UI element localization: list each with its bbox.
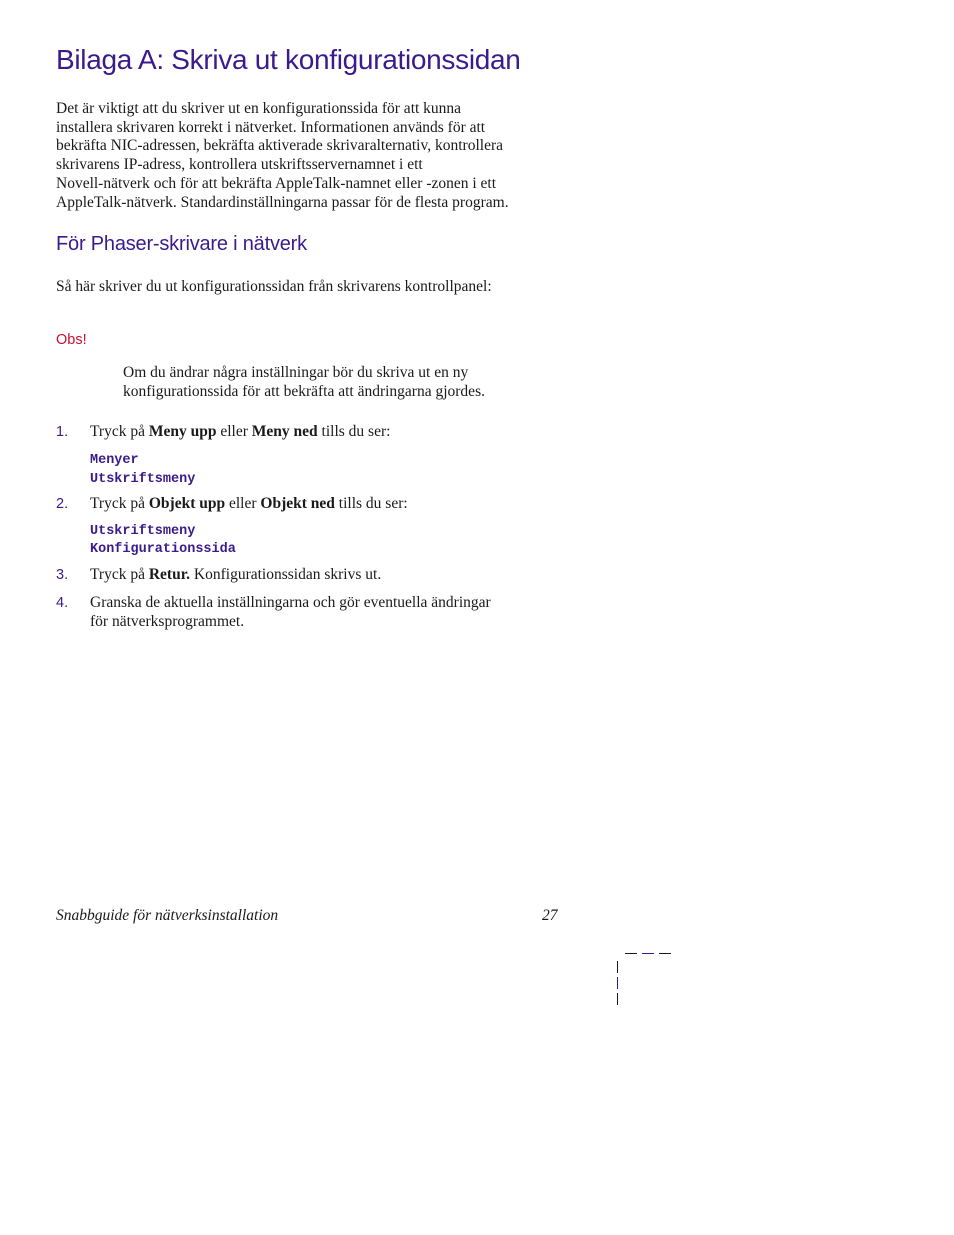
note-text bbox=[123, 364, 485, 401]
step-number: 4. bbox=[56, 595, 69, 611]
intro-line: bekräfta NIC-adressen, bekräfta aktiverade skrivaralternativ, kontrollera bbox=[56, 137, 503, 155]
intro-line: skrivarens IP-adress, kontrollera utskriftsservernamnet i ett bbox=[56, 156, 423, 174]
note-label: Obs! bbox=[56, 332, 87, 348]
page-title: Bilaga A: Skriva ut konfigurationssidan bbox=[56, 44, 521, 75]
step-text: Tryck på Retur. Konfigurationssidan skrivs ut. bbox=[90, 566, 382, 583]
page-number: 27 bbox=[542, 907, 558, 924]
step-number: 3. bbox=[56, 567, 69, 583]
step-text: Granska de aktuella inställningarna och gör eventuella ändringar bbox=[90, 594, 491, 611]
crop-mark bbox=[659, 953, 671, 954]
footer-title: Snabbguide för nätverksinstallation bbox=[56, 907, 279, 924]
crop-mark bbox=[617, 961, 618, 973]
display-text: Menyer bbox=[90, 453, 139, 468]
note-line: konfigurationssida för att bekräfta att ändringarna gjordes. bbox=[123, 382, 485, 400]
crop-mark bbox=[625, 953, 637, 954]
step-number: 2. bbox=[56, 496, 69, 512]
step-text: Tryck på Meny upp eller Meny ned tills du ser: bbox=[90, 423, 391, 440]
section-intro: Så här skriver du ut konfigurationssidan från skrivarens kontrollpanel: bbox=[56, 278, 492, 295]
button-name: Meny upp bbox=[148, 423, 217, 440]
crop-mark bbox=[617, 977, 618, 989]
button-name: Meny ned bbox=[251, 423, 318, 440]
button-name: Retur. bbox=[148, 566, 191, 583]
button-name: Objekt upp bbox=[148, 495, 226, 512]
intro-line: AppleTalk-nätverk. Standardinställningarna passar för de flesta program. bbox=[56, 193, 509, 211]
step-text: Tryck på Objekt upp eller Objekt ned tills du ser: bbox=[90, 495, 408, 512]
crop-mark bbox=[617, 993, 618, 1005]
step-number: 1. bbox=[56, 424, 69, 440]
section-heading: För Phaser-skrivare i nätverk bbox=[56, 233, 307, 255]
display-text: Konfigurationssida bbox=[90, 542, 236, 557]
crop-mark bbox=[642, 953, 654, 954]
display-text: Utskriftsmeny bbox=[90, 524, 196, 539]
button-name: Objekt ned bbox=[260, 495, 335, 512]
intro-line: installera skrivaren korrekt i nätverket. Informationen används för att bbox=[56, 118, 486, 136]
note-line: Om du ändrar några inställningar bör du skriva ut en ny bbox=[123, 364, 469, 381]
intro-line: Novell-nätverk och för att bekräfta AppleTalk-namnet eller -zonen i ett bbox=[56, 174, 497, 192]
step-text: för nätverksprogrammet. bbox=[90, 613, 245, 630]
intro-paragraph bbox=[56, 100, 576, 212]
display-text: Utskriftsmeny bbox=[90, 472, 196, 487]
intro-line: Det är viktigt att du skriver ut en konfigurationssida för att kunna bbox=[56, 100, 462, 117]
